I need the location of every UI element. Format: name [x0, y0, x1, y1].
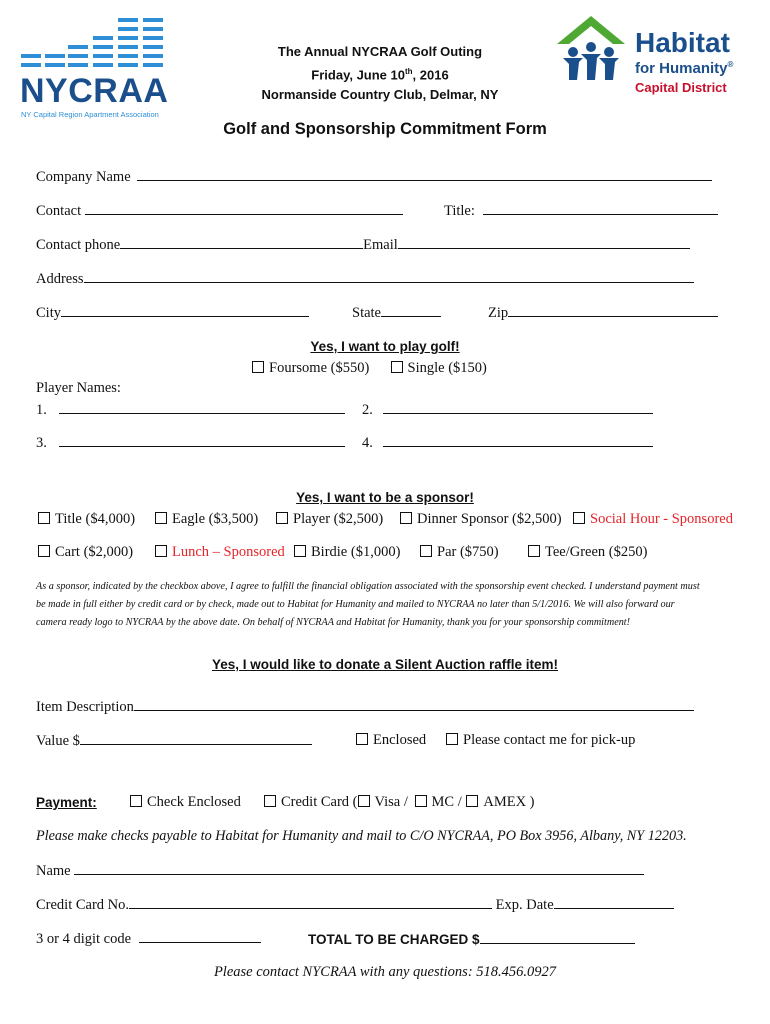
name-row — [36, 862, 644, 880]
cart-label: Cart ($2,000) — [55, 544, 134, 560]
par-option — [420, 544, 499, 561]
state-label: State — [352, 305, 381, 321]
lunch-label: Lunch – Sponsored — [172, 544, 285, 560]
nycraa-wordmark: NYCRAA — [20, 72, 169, 110]
total-field[interactable] — [480, 931, 635, 944]
disclaimer-line-2: be made in full either by credit card or by check, made out to Habitat for Humanity and mailed to NYCRAA no later than 5/1/2016. We will also forward our — [36, 599, 675, 610]
single-label: Single ($150) — [407, 360, 487, 376]
contact-row — [36, 202, 403, 220]
check-enclosed-checkbox[interactable] — [130, 795, 142, 807]
player-1-number: 1. — [36, 402, 47, 418]
player-names-label: Player Names: — [36, 380, 121, 396]
player-3-field[interactable] — [59, 434, 345, 447]
event-header — [235, 42, 525, 105]
lunch-checkbox[interactable] — [155, 545, 167, 557]
habitat-house-icon — [555, 14, 627, 82]
habitat-logo — [555, 14, 755, 104]
sponsor-disclaimer — [36, 578, 700, 632]
nycraa-logo — [18, 14, 178, 120]
social-hour-checkbox[interactable] — [573, 512, 585, 524]
title-sponsor-checkbox[interactable] — [38, 512, 50, 524]
par-label: Par ($750) — [437, 544, 499, 560]
social-hour-option — [573, 511, 733, 528]
disclaimer-line-1: As a sponsor, indicated by the checkbox above, I agree to fulfill the financial obligation associated with the sponsorship event checked. I understand payment must — [36, 581, 700, 592]
city-field[interactable] — [61, 304, 309, 317]
contact-note: Please contact NYCRAA with any questions: 518.456.0927 — [213, 964, 557, 980]
email-field[interactable] — [398, 236, 690, 249]
state-row — [352, 304, 441, 322]
mc-checkbox[interactable] — [415, 795, 427, 807]
habitat-chapter: Capital District — [635, 80, 727, 95]
social-hour-label: Social Hour - Sponsored — [590, 511, 733, 527]
habitat-subline: for Humanity® — [635, 60, 734, 77]
player-3-row — [36, 434, 345, 452]
enclosed-label: Enclosed — [373, 732, 427, 748]
mc-label: MC / — [431, 794, 462, 810]
phone-email-row — [36, 236, 690, 254]
habitat-wordmark: Habitat — [635, 27, 730, 58]
nycraa-subtitle: NY Capital Region Apartment Association — [21, 110, 159, 119]
par-checkbox[interactable] — [420, 545, 432, 557]
player-4-number: 4. — [362, 435, 373, 451]
sponsor-heading: Yes, I want to be a sponsor! — [296, 490, 474, 505]
contact-field[interactable] — [85, 202, 403, 215]
player-1-field[interactable] — [59, 401, 345, 414]
code-label: 3 or 4 digit code — [36, 931, 132, 947]
disclaimer-line-3: camera ready logo to NYCRAA by the above date. On behalf of NYCRAA and Habitat for Humanity, thank you for your sponsorship commitment! — [36, 617, 631, 628]
code-row — [36, 930, 261, 948]
company-field[interactable] — [137, 168, 712, 181]
event-title: The Annual NYCRAA Golf Outing — [277, 44, 483, 59]
enclosed-option — [356, 732, 426, 749]
company-row — [36, 168, 712, 186]
player-4-field[interactable] — [383, 434, 653, 447]
payment-label: Payment: — [36, 795, 97, 810]
player-3-number: 3. — [36, 435, 47, 451]
code-field[interactable] — [139, 930, 261, 943]
company-label: Company Name — [36, 169, 131, 185]
enclosed-checkbox[interactable] — [356, 733, 368, 745]
total-label: TOTAL TO BE CHARGED $ — [308, 932, 480, 947]
address-row — [36, 270, 694, 288]
birdie-checkbox[interactable] — [294, 545, 306, 557]
address-label: Address — [36, 271, 84, 287]
exp-date-label: Exp. Date — [495, 897, 554, 913]
email-label: Email — [363, 237, 398, 253]
pickup-option — [446, 732, 635, 749]
card-number-field[interactable] — [129, 896, 492, 909]
value-label: Value $ — [36, 733, 80, 749]
eagle-label: Eagle ($3,500) — [172, 511, 259, 527]
phone-label: Contact phone — [36, 237, 121, 253]
value-row — [36, 732, 312, 750]
dinner-option — [400, 511, 562, 528]
event-date: Friday, June 10th, 2016 — [311, 67, 449, 83]
total-row — [308, 931, 635, 947]
sponsor-row-1 — [38, 511, 135, 528]
player-2-number: 2. — [362, 402, 373, 418]
tee-green-label: Tee/Green ($250) — [545, 544, 648, 560]
dinner-sponsor-checkbox[interactable] — [400, 512, 412, 524]
cart-checkbox[interactable] — [38, 545, 50, 557]
foursome-label: Foursome ($550) — [269, 360, 370, 376]
zip-label: Zip — [488, 305, 509, 321]
tee-green-checkbox[interactable] — [528, 545, 540, 557]
zip-field[interactable] — [508, 304, 718, 317]
birdie-option — [294, 544, 400, 561]
amex-checkbox[interactable] — [466, 795, 478, 807]
logo-bars-graphic — [18, 14, 178, 74]
foursome-checkbox[interactable] — [252, 361, 264, 373]
player-1-row — [36, 401, 345, 419]
item-description-field[interactable] — [134, 698, 694, 711]
player-sponsor-label: Player ($2,500) — [293, 511, 384, 527]
title-sponsor-label: Title ($4,000) — [55, 511, 136, 527]
lunch-option — [155, 544, 285, 561]
city-row — [36, 304, 309, 322]
credit-card-label: Credit Card ( — [281, 794, 358, 810]
form-title: Golf and Sponsorship Commitment Form — [223, 120, 547, 138]
item-description-label: Item Description — [36, 699, 134, 715]
card-number-label: Credit Card No. — [36, 897, 130, 913]
player-sponsor-checkbox[interactable] — [276, 512, 288, 524]
auction-heading: Yes, I would like to donate a Silent Auction raffle item! — [211, 657, 559, 672]
city-label: City — [36, 305, 61, 321]
credit-card-option — [264, 794, 535, 811]
title-row — [444, 202, 718, 220]
single-checkbox[interactable] — [391, 361, 403, 373]
pickup-label: Please contact me for pick-up — [463, 732, 636, 748]
item-description-row — [36, 698, 694, 716]
eagle-checkbox[interactable] — [155, 512, 167, 524]
address-field[interactable] — [84, 270, 694, 283]
zip-row — [488, 304, 718, 322]
visa-checkbox[interactable] — [358, 795, 370, 807]
name-label: Name — [36, 863, 71, 879]
visa-label: Visa / — [374, 794, 408, 810]
golf-options — [252, 360, 487, 377]
player-2-field[interactable] — [383, 401, 653, 414]
check-instructions: Please make checks payable to Habitat for Humanity and mail to C/O NYCRAA, PO Box 3956, Albany, NY 12203. — [36, 828, 687, 844]
check-enclosed-label: Check Enclosed — [147, 794, 241, 810]
player-4-row — [362, 434, 653, 452]
name-field[interactable] — [74, 862, 644, 875]
exp-date-field[interactable] — [554, 896, 674, 909]
credit-card-checkbox[interactable] — [264, 795, 276, 807]
state-field[interactable] — [381, 304, 441, 317]
dinner-sponsor-label: Dinner Sponsor ($2,500) — [417, 511, 562, 527]
player-2-row — [362, 401, 653, 419]
title-field[interactable] — [483, 202, 718, 215]
player-option — [276, 511, 383, 528]
check-option — [130, 794, 241, 811]
contact-label: Contact — [36, 203, 82, 219]
pickup-checkbox[interactable] — [446, 733, 458, 745]
birdie-label: Birdie ($1,000) — [311, 544, 401, 560]
golf-heading: Yes, I want to play golf! — [310, 339, 460, 354]
title-label: Title: — [444, 203, 475, 219]
phone-field[interactable] — [120, 236, 363, 249]
eagle-option — [155, 511, 258, 528]
amex-label: AMEX ) — [483, 794, 535, 810]
tee-green-option — [528, 544, 647, 561]
cart-option — [38, 544, 133, 561]
value-field[interactable] — [80, 732, 312, 745]
card-number-row — [36, 896, 674, 914]
event-venue: Normanside Country Club, Delmar, NY — [261, 87, 499, 103]
